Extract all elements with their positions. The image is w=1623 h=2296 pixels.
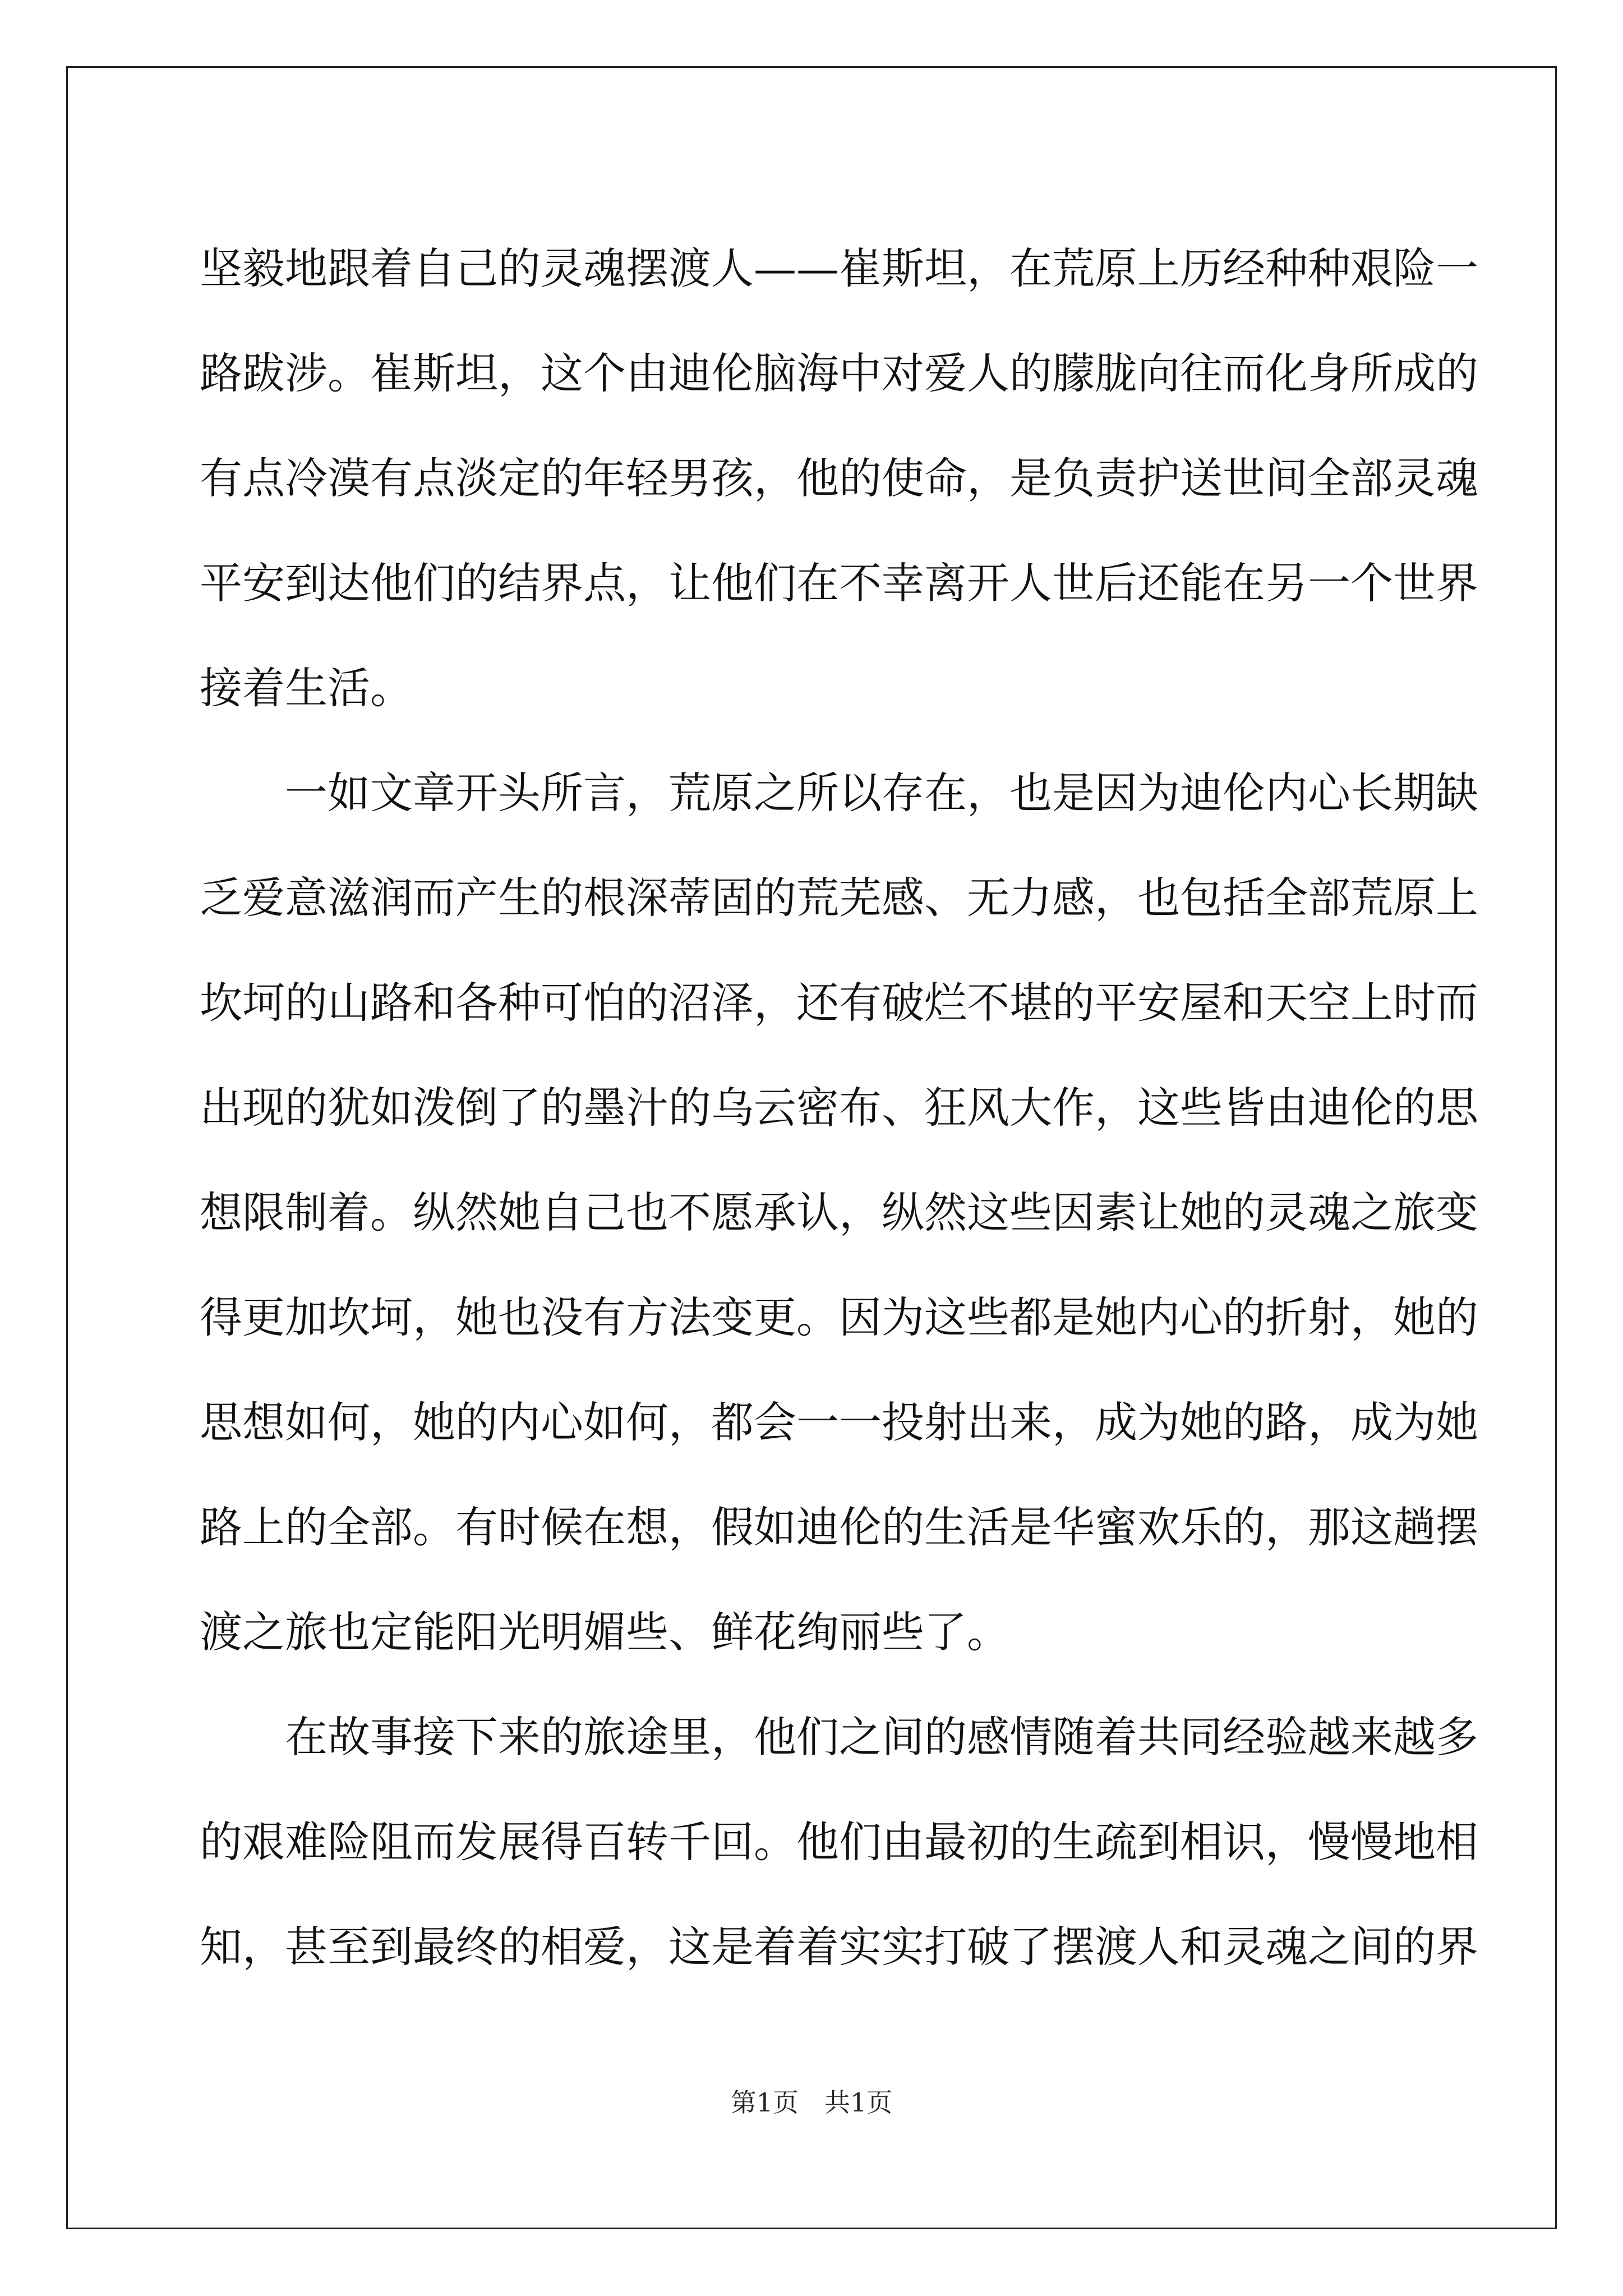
text-line: 思想如何，她的内心如何，都会一一投射出来，成为她的路，成为她 xyxy=(200,1397,1478,1447)
text-line: 平安到达他们的结界点，让他们在不幸离开人世后还能在另一个世界 xyxy=(200,558,1478,608)
text-line: 出现的犹如泼倒了的墨汁的乌云密布、狂风大作，这些皆由迪伦的思 xyxy=(200,1083,1478,1133)
text-line: 接着生活。 xyxy=(200,663,413,713)
text-line: 有点冷漠有点淡定的年轻男孩，他的使命，是负责护送世间全部灵魂 xyxy=(200,453,1478,503)
text-line: 一如文章开头所言，荒原之所以存在，也是因为迪伦内心长期缺 xyxy=(285,768,1478,818)
page-number-total: 共1页 xyxy=(824,2087,893,2118)
text-line: 路上的全部。有时候在想，假如迪伦的生活是华蜜欢乐的，那这趟摆 xyxy=(200,1502,1478,1552)
page-footer xyxy=(0,2086,1623,2119)
text-line: 在故事接下来的旅途里，他们之间的感情随着共同经验越来越多 xyxy=(285,1712,1478,1762)
text-line: 想限制着。纵然她自己也不愿承认，纵然这些因素让她的灵魂之旅变 xyxy=(200,1188,1478,1237)
text-line: 乏爱意滋润而产生的根深蒂固的荒芜感、无力感，也包括全部荒原上 xyxy=(200,873,1478,923)
text-line: 知，甚至到最终的相爱，这是着着实实打破了摆渡人和灵魂之间的界 xyxy=(200,1922,1478,1972)
text-line: 得更加坎坷，她也没有方法变更。因为这些都是她内心的折射，她的 xyxy=(200,1292,1478,1342)
text-line: 路跋涉。崔斯坦，这个由迪伦脑海中对爱人的朦胧向往而化身所成的 xyxy=(200,348,1478,398)
text-line: 渡之旅也定能阳光明媚些、鲜花绚丽些了。 xyxy=(200,1607,1009,1657)
page-number-current: 第1页 xyxy=(730,2087,799,2118)
text-line: 坚毅地跟着自己的灵魂摆渡人——崔斯坦，在荒原上历经种种艰险一 xyxy=(200,243,1478,293)
text-line: 坎坷的山路和各种可怕的沼泽，还有破烂不堪的平安屋和天空上时而 xyxy=(200,978,1478,1028)
text-line: 的艰难险阻而发展得百转千回。他们由最初的生疏到相识，慢慢地相 xyxy=(200,1817,1478,1867)
document-body xyxy=(200,216,1478,1999)
